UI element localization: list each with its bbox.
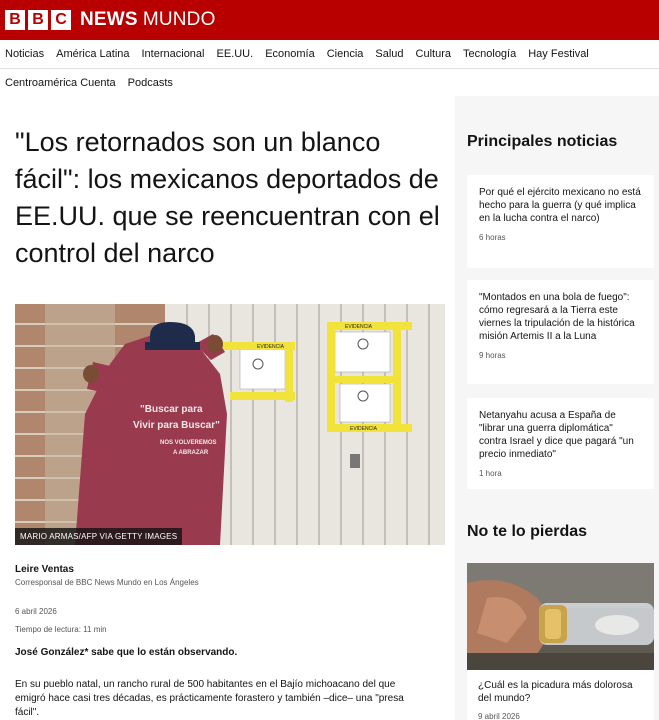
promo-image <box>467 563 654 670</box>
logo-block-c: C <box>51 10 71 30</box>
tape-text-1: EVIDENCIA <box>257 344 284 350</box>
nav-item-tecnologia[interactable]: Tecnología <box>463 48 517 60</box>
top-story-card[interactable] <box>467 398 654 489</box>
nav-item-ciencia[interactable]: Ciencia <box>326 48 364 60</box>
tape-text-2: EVIDENCIA <box>345 324 372 330</box>
article-hero-image <box>15 304 445 545</box>
top-story-time: 6 horas <box>479 233 506 242</box>
author-role: Corresponsal de BBC News Mundo en Los Ángeles <box>15 578 199 587</box>
top-story-title: Por qué el ejército mexicano no está hecho para la guerra (y qué implica en la lucha contra el narco) <box>479 187 641 224</box>
promo-card[interactable] <box>467 563 654 720</box>
logo-block-b1: B <box>5 10 25 30</box>
logo-section-text: MUNDO <box>142 9 216 30</box>
top-story-time: 1 hora <box>479 469 502 478</box>
reading-time: Tiempo de lectura: 11 min <box>15 625 107 634</box>
top-story-time: 9 horas <box>479 351 506 360</box>
promo-title: ¿Cuál es la picadura más dolorosa del mundo? <box>478 680 633 704</box>
article-paragraph: En su pueblo natal, un rancho rural de 500 habitantes en el Bajío michoacano del que emigró hace casi tres décadas, es prácticamente forastero y también –dice– una "presa fácil". <box>15 679 404 718</box>
logo-news-text: NEWS <box>80 9 138 30</box>
shirt-text-4: A ABRAZAR <box>173 450 209 456</box>
publish-date: 6 abril 2026 <box>15 607 57 616</box>
nav-item-hay-festival[interactable]: Hay Festival <box>528 48 589 60</box>
author-name: Leire Ventas <box>15 564 74 575</box>
section-navigation <box>0 40 659 96</box>
nav-row-primary <box>0 40 659 69</box>
nav-item-internacional[interactable]: Internacional <box>141 48 205 60</box>
nav-item-economia[interactable]: Economía <box>265 48 315 60</box>
nav-item-salud[interactable]: Salud <box>375 48 404 60</box>
promo-date: 9 abril 2026 <box>478 712 520 720</box>
nav-item-cultura[interactable]: Cultura <box>415 48 452 60</box>
article-lead: José González* sabe que lo están observando. <box>15 647 238 658</box>
top-story-title: "Montados en una bola de fuego": cómo regresará a la Tierra este viernes la tripulación de la histórica misión Artemis II a la Luna <box>479 292 635 342</box>
bbc-news-mundo-logo[interactable] <box>5 9 216 31</box>
nav-item-noticias[interactable]: Noticias <box>5 48 45 60</box>
shirt-text-2: Vivir para Buscar" <box>133 420 220 431</box>
top-story-card[interactable] <box>467 280 654 384</box>
top-stories-heading: Principales noticias <box>467 133 618 150</box>
image-credit: MARIO ARMAS/AFP VIA GETTY IMAGES <box>15 528 182 545</box>
shirt-text-1: "Buscar para <box>140 404 203 415</box>
tape-text-3: EVIDENCIA <box>350 426 377 432</box>
dont-miss-heading: No te lo pierdas <box>467 523 588 540</box>
nav-row-secondary <box>0 69 659 98</box>
top-story-card[interactable] <box>467 175 654 268</box>
shirt-text-3: NOS VOLVEREMOS <box>160 440 217 446</box>
article-headline: "Los retornados son un blanco fácil": los mexicanos deportados de EE.UU. que se reencuentran con el control del narco <box>15 127 440 268</box>
nav-item-america-latina[interactable]: América Latina <box>56 48 130 60</box>
nav-item-centroamerica-cuenta[interactable]: Centroamérica Cuenta <box>5 77 116 89</box>
top-story-title: Netanyahu acusa a España de "librar una guerra diplomática" contra Israel y dice que pagará "un precio inmediato" <box>479 410 634 460</box>
logo-block-b2: B <box>28 10 48 30</box>
nav-item-eeuu[interactable]: EE.UU. <box>216 48 254 60</box>
hero-photo-illustration <box>15 304 445 545</box>
nav-item-podcasts[interactable]: Podcasts <box>127 77 173 89</box>
masthead <box>0 0 659 40</box>
